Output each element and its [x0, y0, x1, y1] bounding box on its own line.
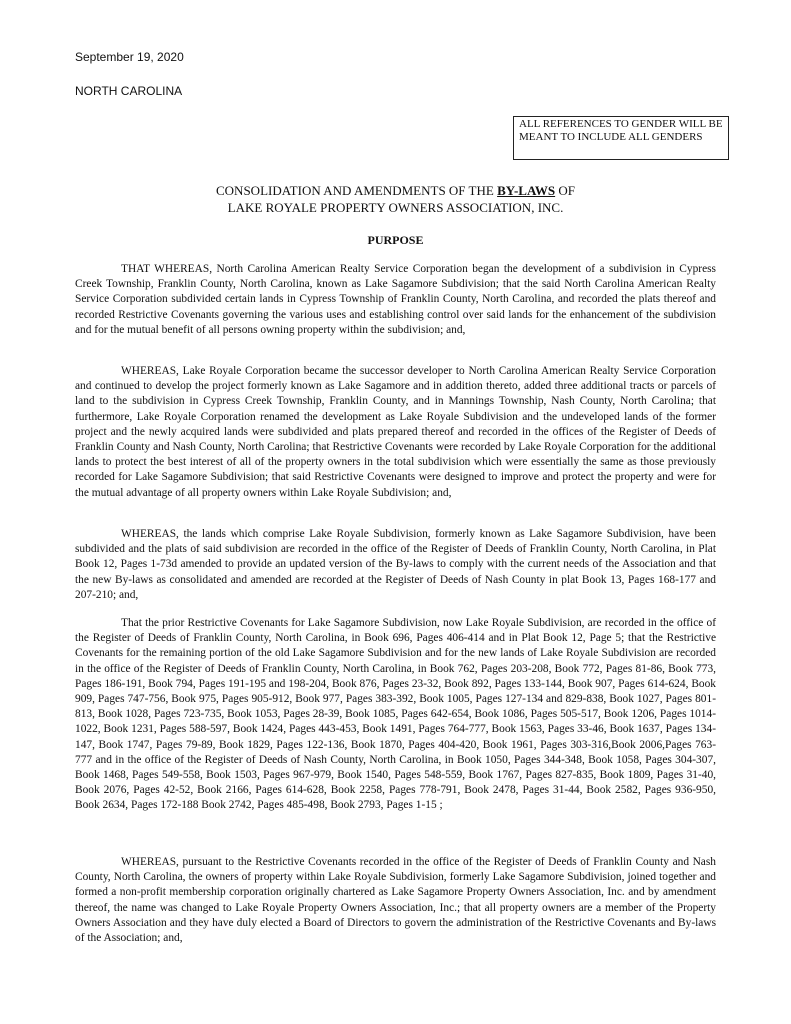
- paragraph-2: WHEREAS, Lake Royale Corporation became the successor developer to North Carolina American Realty Service Corporation and continued to develop the project formerly known as Lake Sagamore and in addition thereto, added three additional tracts or parcels of land to the subdivision in Cypress Creek Township, Franklin County, and in Mannings Township, Nash County, North Carolina; that furthermore, Lake Royale Corporation renamed the development as Lake Royale Subdivision and the undeveloped lands of the former project and the newly acquired lands were subdivided and plats prepared thereof and recorded in the offices of the Register of Deeds of Franklin County and Nash County, North Carolina; that Restrictive Covenants were recorded by Lake Royale Corporation for the additional lands to protect the best interest of all of the property owners in the total subdivision which were essentially the same as those previously recorded for Lake Sagamore Subdivision; that said Restrictive Covenants were designed to improve and protect the property and were for the mutual advantage of all property owners within Lake Royale Subdivision; and,: [75, 365, 716, 499]
- document-title-line-1: [75, 183, 716, 199]
- paragraph-1: THAT WHEREAS, North Carolina American Realty Service Corporation began the development of a subdivision in Cypress Creek Township, Franklin County, North Carolina, known as Lake Sagamore Subdivision; that the said North Carolina American Realty Service Corporation subdivided certain lands in Cypress Township of Franklin County, North Carolina, and recorded the plats thereof and recorded Restrictive Covenants governing the various uses and establishing control over said lands for the enhancement of the subdivision and for the mutual benefit of all persons owning property within the subdivision; and,: [75, 263, 716, 336]
- document-date: September 19, 2020: [75, 50, 184, 64]
- document-title-line-2: LAKE ROYALE PROPERTY OWNERS ASSOCIATION, INC.: [227, 200, 564, 215]
- document-state: NORTH CAROLINA: [75, 84, 183, 98]
- paragraph-4: That the prior Restrictive Covenants for Lake Sagamore Subdivision, now Lake Royale Subdivision, are recorded in the office of the Register of Deeds of Franklin County, North Carolina, in Book 696, Pages 406-414 and in Plat Book 12, Page 5; that the Restrictive Covenants for the remaining portion of the old Lake Sagamore Subdivision and for the new lands of Lake Royale Subdivision are recorded in the office of the Register of Deeds of Franklin County, North Carolina, in Book 762, Pages 203-208, Book 772, Pages 81-86, Book 773, Pages 186-191, Book 794, Pages 191-195 and 198-204, Book 876, Pages 23-32, Book 892, Pages 133-144, Book 907, Pages 614-624, Book 909, Pages 747-756, Book 975, Pages 905-912, Book 977, Pages 383-392, Book 1005, Pages 127-134 and 829-838, Book 1027, Pages 801-813, Book 1028, Pages 723-735, Book 1053, Pages 28-39, Book 1085, Pages 642-654, Book 1086, Pages 505-517, Book 1206, Pages 1014-1022, Book 1231, Pages 588-597, Book 1424, Pages 443-453, Book 1491, Pages 764-777, Book 1563, Pages 33-46, Book 1637, Pages 134-147, Book 1747, Pages 79-89, Book 1829, Pages 122-136, Book 1870, Pages 404-420, Book 1961, Pages 303-316,Book 2006,Pages 763-777 and in the office of the Register of Deeds of Nash County, North Carolina, in Book 1050, Pages 344-348, Book 1058, Pages 304-307, Book 1468, Pages 549-558, Book 1503, Pages 967-979, Book 1540, Pages 548-559, Book 1767, Pages 827-835, Book 1809, Pages 31-40, Book 2076, Pages 42-52, Book 2166, Pages 614-628, Book 2258, Pages 778-791, Book 2478, Pages 31-44, Book 2582, Pages 936-950, Book 2634, Pages 172-188 Book 2742, Pages 485-498, Book 2793, Pages 1-15 ;: [75, 617, 716, 812]
- gender-notice-box: ALL REFERENCES TO GENDER WILL BE MEANT TO INCLUDE ALL GENDERS: [513, 116, 729, 160]
- paragraph-3: WHEREAS, the lands which comprise Lake Royale Subdivision, formerly known as Lake Sagamore Subdivision, have been subdivided and the plats of said subdivision are recorded in the office of the Register of Deeds of Franklin County, North Carolina, in Plat Book 12, Pages 1-73d amended to provide an updated version of the By-laws to comply with the current needs of the Association and that the new By-laws as consolidated and amended are recorded at the Register of Deeds of Nash County in plat Book 13, Pages 168-177 and 207-210; and,: [75, 528, 716, 601]
- paragraph-5: WHEREAS, pursuant to the Restrictive Covenants recorded in the office of the Register of Deeds of Franklin County and Nash County, North Carolina, the owners of property within Lake Royale Subdivision, formerly Lake Sagamore Subdivision, joined together and formed a non-profit membership corporation originally chartered as Lake Sagamore Property Owners Association, Inc. and by amendment thereof, the name was changed to Lake Royale Property Owners Association, Inc.; that all property owners are a member of the Property Owners Association and they have duly elected a Board of Directors to govern the administration of the Restrictive Covenants and By-laws of the Association; and,: [75, 856, 716, 945]
- title-emphasis-bylaws: BY-LAWS: [497, 183, 556, 198]
- title-prefix: CONSOLIDATION AND AMENDMENTS OF THE: [216, 183, 498, 198]
- section-heading-purpose: PURPOSE: [367, 233, 424, 247]
- title-suffix: OF: [555, 183, 575, 198]
